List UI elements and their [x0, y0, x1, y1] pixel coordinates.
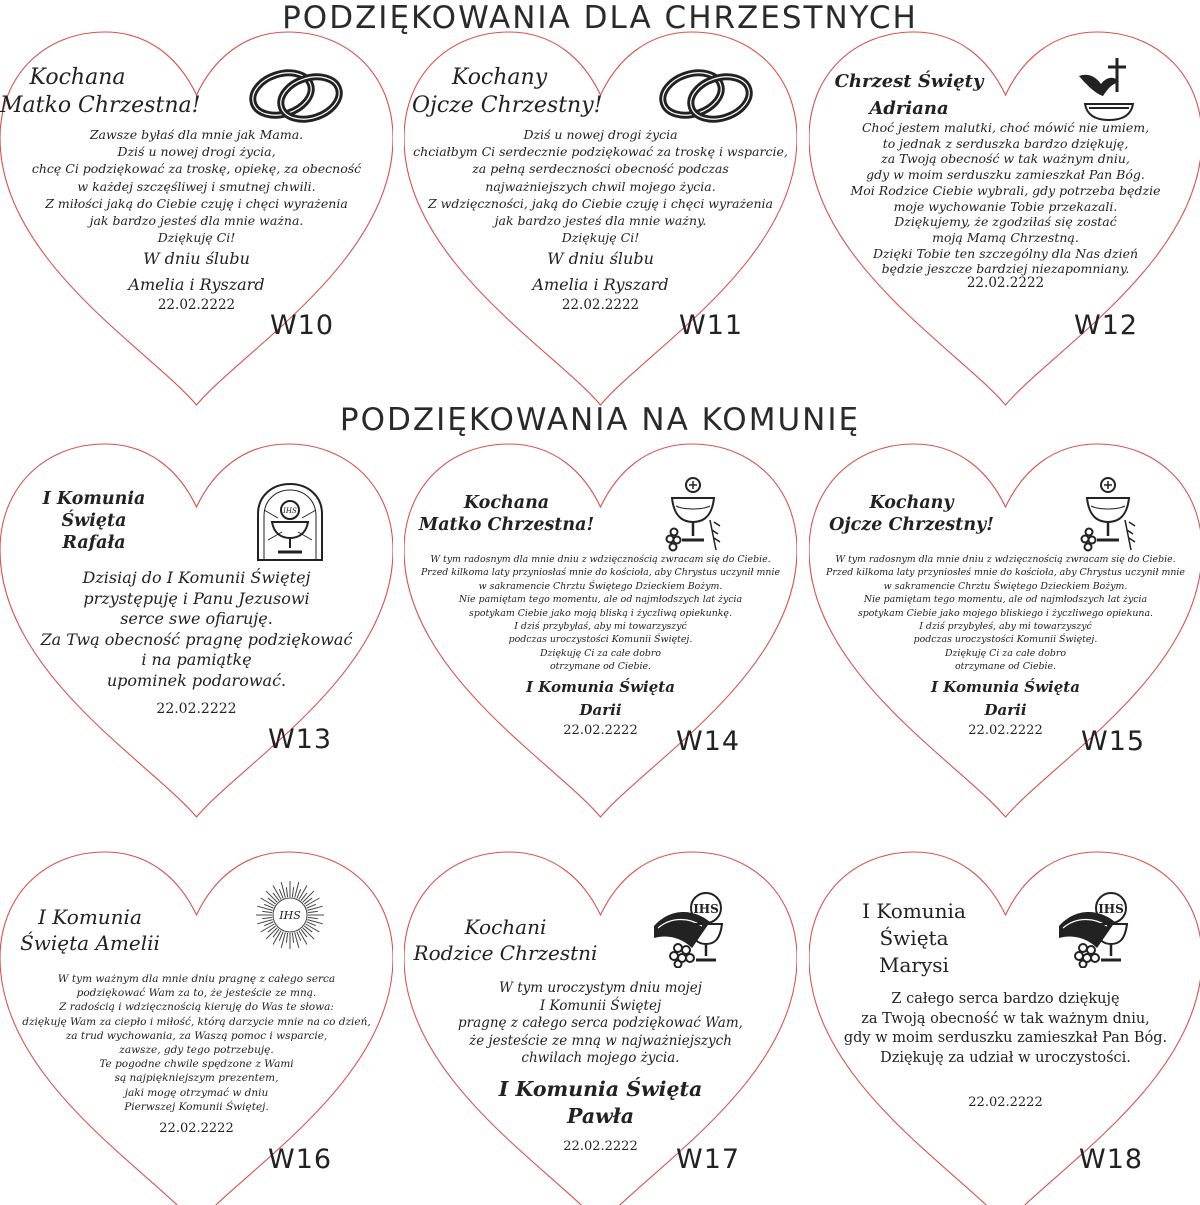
- card-message-line: gdy w moim serduszku zamieszkał Pan Bóg.: [843, 1030, 1168, 1047]
- card-message-line: Choć jestem malutki, choć mówić nie umiem,: [861, 120, 1150, 135]
- card-heading: [829, 68, 989, 122]
- card-message-line: otrzymane od Ciebie.: [549, 661, 652, 673]
- card-message-line: Dzisiaj do I Komunii Świętej: [82, 568, 311, 587]
- card-heading-line: Kochana: [29, 65, 126, 90]
- card-message-line: chwilach mojego życia.: [521, 1050, 680, 1066]
- card-heading-line: Święta Amelii: [20, 931, 160, 955]
- card-heading: [34, 488, 154, 554]
- card-message: [809, 990, 1200, 1069]
- card-message-line: spotykam Ciebie jako moją bliską i życzliwą opiekunkę.: [469, 607, 732, 619]
- card-message-line: Moi Rodzice Ciebie wybrali, gdy potrzeba będzie: [850, 182, 1161, 198]
- card-message-line: jaki mogę otrzymać w dniu: [124, 1086, 269, 1099]
- svg-text:IHS: IHS: [693, 902, 719, 916]
- card-message-line: I dziś przybyłaś, aby mi towarzyszyć: [514, 621, 687, 633]
- card-code: W10: [270, 310, 335, 341]
- card-message-line: W tym uroczystym dniu mojej: [499, 980, 702, 996]
- card-message-line: chciałbym Ci serdecznie podziękować za troskę i wsparcie,: [413, 144, 788, 160]
- card-date: 22.02.2222: [157, 297, 236, 313]
- card-date: 22.02.2222: [563, 723, 638, 738]
- card-message: [0, 972, 393, 1114]
- card-message-line: Z miłości jaką do Ciebie czuję i chęci wyrażenia: [45, 195, 348, 211]
- heart-card-w16: [0, 840, 393, 1205]
- heart-card-w14: [404, 432, 797, 825]
- chalice-host-window-icon: [252, 480, 328, 567]
- card-message-line: podczas uroczystości Komunii Świętej.: [913, 634, 1098, 646]
- card-message-line: podziękować Wam za to, że jesteście ze mną.: [76, 987, 317, 1000]
- card-code: W13: [268, 724, 333, 755]
- card-message-line: Nie pamiętam tego momentu, ale od najmłodszych lat życia: [863, 594, 1148, 606]
- card-heading-line: I Komunia: [38, 905, 142, 929]
- card-message-line: jak bardzo jesteś dla mnie ważna.: [89, 213, 304, 229]
- card-message: [404, 553, 797, 674]
- card-message-line: Zawsze byłaś dla mnie jak Mama.: [89, 127, 304, 142]
- card-message-line: Z całego serca bardzo dziękuję: [891, 991, 1120, 1007]
- card-code: W15: [1081, 726, 1146, 757]
- card-signature: [404, 676, 797, 722]
- card-code: W11: [679, 310, 744, 341]
- card-message-line: Dziękuję Ci za całe dobro: [945, 647, 1066, 659]
- card-date: 22.02.2222: [156, 701, 237, 717]
- card-message-line: I Komunii Świętej: [539, 997, 662, 1014]
- card-message-line: Dziękuję za udział w uroczystości.: [880, 1050, 1131, 1067]
- card-message-line: W tym ważnym dla mnie dniu pragnę z całego serca: [57, 973, 336, 985]
- card-heading-line: I Komunia: [862, 899, 966, 923]
- card-date: 22.02.2222: [159, 1121, 234, 1136]
- card-heading-line: Kochani: [464, 915, 547, 939]
- card-heading-line: Święta: [879, 926, 949, 950]
- card-message-line: za Twoją obecność w tak ważnym dniu,: [881, 151, 1130, 167]
- card-heading: [809, 492, 1014, 536]
- heart-card-w15: [809, 432, 1200, 825]
- card-signature-line: I Komunia Święta: [931, 678, 1080, 696]
- card-signature-line: Pawła: [567, 1104, 634, 1128]
- wedding-rings-icon: [247, 64, 347, 131]
- card-message: [0, 568, 393, 692]
- card-message-line: Za Twą obecność pragnę podziękować: [40, 629, 353, 649]
- card-message-line: otrzymane od Ciebie.: [954, 661, 1057, 673]
- card-message-line: Dziękuję Ci!: [157, 230, 236, 246]
- card-message-line: spotykam Ciebie jako mojego bliskiego i życzliwego opiekuna.: [857, 607, 1154, 619]
- card-message: [0, 126, 393, 246]
- svg-text:IHS: IHS: [279, 909, 301, 922]
- heart-card-w12: [809, 20, 1200, 413]
- card-message-line: jak bardzo jesteś dla mnie ważny.: [494, 213, 707, 229]
- card-message-line: Z wdzięczności, jaką do Ciebie czuję i chęci wyrażenia: [428, 195, 773, 211]
- card-heading-line: Matko Chrzestna!: [0, 93, 201, 118]
- card-message-line: Pierwszej Komunii Świętej.: [124, 1100, 269, 1113]
- card-signature: [0, 246, 393, 298]
- svg-text:IHS: IHS: [283, 507, 297, 515]
- card-signature-line: Amelia i Ryszard: [532, 275, 669, 294]
- card-date: 22.02.2222: [561, 297, 640, 313]
- card-heading-line: Marysi: [879, 953, 949, 977]
- card-signature-line: Darii: [579, 701, 622, 719]
- ihs-chalice-grapes-icon: [1057, 888, 1143, 973]
- heart-card-w11: [404, 20, 797, 413]
- heart-card-w10: [0, 20, 393, 413]
- card-signature-line: Amelia i Ryszard: [128, 275, 265, 294]
- card-message-line: Z radością i wdzięcznością kieruję do Was te słowa:: [59, 1001, 334, 1014]
- card-message-line: serce swe ofiaruję.: [120, 609, 273, 629]
- ihs-sunburst-icon: [255, 880, 325, 955]
- card-heading: [408, 914, 603, 966]
- card-heading: [15, 904, 165, 956]
- card-code: W17: [676, 1144, 741, 1175]
- svg-text:IHS: IHS: [1098, 902, 1124, 916]
- card-heading: [0, 64, 201, 120]
- card-message-line: moją Mamą Chrzestną.: [932, 229, 1079, 245]
- card-heading: [404, 492, 609, 536]
- card-message-line: W tym radosnym dla mnie dniu z wdzięcznością zwracam się do Ciebie.: [430, 554, 771, 565]
- card-message-line: Te pogodne chwile spędzone z Wami: [99, 1058, 294, 1071]
- card-message-line: przystępuję i Panu Jezusowi: [83, 588, 310, 608]
- card-signature-line: Darii: [984, 701, 1027, 719]
- card-date: 22.02.2222: [563, 1139, 638, 1154]
- card-heading-line: Kochany: [869, 493, 954, 513]
- card-message-line: w każdej szczęśliwej i smutnej chwili.: [77, 178, 316, 194]
- card-message: [809, 120, 1200, 277]
- card-heading-line: Matko Chrzestna!: [418, 515, 595, 535]
- card-date: 22.02.2222: [968, 1095, 1043, 1110]
- card-message-line: za trud wychowania, za Waszą pomoc i wsparcie,: [65, 1029, 328, 1042]
- chalice-grapes-wheat-icon: [662, 476, 724, 559]
- card-message-line: i na pamiątkę: [141, 650, 252, 670]
- card-message-line: w sakramencie Chrztu Świętego Dzieckiem Bożym.: [883, 580, 1128, 592]
- card-heading: [849, 898, 979, 979]
- card-heading-line: I Komunia: [42, 489, 146, 509]
- card-message-line: upominek podarować.: [106, 670, 287, 690]
- section-title-communion: PODZIĘKOWANIA NA KOMUNIĘ: [339, 402, 861, 438]
- ihs-chalice-grapes-icon: [652, 888, 738, 973]
- card-heading-line: Rafała: [62, 533, 126, 553]
- card-message-line: za Twoją obecność w tak ważnym dniu,: [861, 1010, 1150, 1027]
- card-message-line: będzie jeszcze bardziej niezapomniany.: [881, 261, 1130, 277]
- card-code: W16: [268, 1144, 333, 1175]
- section-title-godparents: PODZIĘKOWANIA DLA CHRZESTNYCH: [282, 0, 918, 36]
- card-message-line: Przed kilkoma laty przyniosłaś mnie do kościoła, aby Chrystus uczynił mnie: [421, 567, 780, 579]
- card-heading-line: Święta: [61, 511, 127, 531]
- card-message-line: to jednak z serduszka bardzo dziękuję,: [882, 135, 1129, 151]
- card-message-line: I dziś przybyłeś, aby mi towarzyszyć: [919, 621, 1092, 633]
- card-message-line: zawsze, gdy tego potrzebuję.: [119, 1044, 274, 1057]
- chalice-grapes-wheat-icon: [1077, 476, 1139, 559]
- card-signature-line: W dniu ślubu: [547, 249, 654, 268]
- card-message: [404, 980, 797, 1068]
- card-heading-line: Ojcze Chrzestny!: [412, 93, 603, 118]
- baptism-dove-cross-icon: [1075, 54, 1139, 127]
- card-message-line: gdy w moim serduszku zamieszkał Pan Bóg.: [866, 167, 1145, 183]
- card-message-line: moje wychowanie Tobie przekazali.: [893, 198, 1118, 214]
- card-heading-line: Chrzest Święty: [834, 71, 984, 92]
- card-code: W12: [1074, 310, 1139, 341]
- card-message-line: Dziękuję Ci za całe dobro: [540, 647, 661, 659]
- heart-card-w17: [404, 840, 797, 1205]
- card-message-line: pragnę z całego serca podziękować Wam,: [458, 1015, 743, 1031]
- wedding-rings-icon: [657, 64, 757, 131]
- card-heading-line: Kochana: [463, 493, 550, 513]
- heart-card-w13: [0, 432, 393, 825]
- card-heading-line: Kochany: [451, 65, 548, 90]
- card-date: 22.02.2222: [966, 275, 1045, 291]
- card-code: W14: [676, 726, 741, 757]
- card-signature: [404, 246, 797, 298]
- card-heading-line: Ojcze Chrzestny!: [829, 515, 994, 535]
- card-message-line: Dziś u nowej drogi życia,: [117, 144, 276, 160]
- card-message-line: są najpiękniejszym prezentem,: [114, 1072, 279, 1085]
- card-message: [404, 126, 797, 246]
- card-message-line: Przed kilkoma laty przyniosłeś mnie do kościoła, aby Chrystus uczynił mnie: [826, 567, 1185, 579]
- heart-card-w18: [809, 840, 1200, 1205]
- card-message-line: W tym radosnym dla mnie dniu z wdzięcznością zwracam się do Ciebie.: [835, 554, 1176, 565]
- card-heading: [412, 64, 603, 120]
- card-date: 22.02.2222: [968, 723, 1043, 738]
- card-heading-line: Adriana: [869, 98, 949, 119]
- card-code: W18: [1079, 1144, 1144, 1175]
- card-message-line: że jesteście ze mną w najważniejszych: [469, 1032, 732, 1049]
- card-message-line: najważniejszych chwil mojego życia.: [485, 178, 716, 194]
- card-signature-line: W dniu ślubu: [143, 249, 250, 268]
- card-message-line: Dziękujemy, że zgodziłaś się zostać: [894, 214, 1117, 230]
- card-signature-line: I Komunia Święta: [498, 1077, 703, 1101]
- card-message-line: za pełną serdeczności obecność podczas: [472, 161, 729, 177]
- card-message-line: w sakramencie Chrztu Świętego Dzieckiem Bożym.: [478, 580, 723, 592]
- card-signature-line: I Komunia Święta: [526, 678, 675, 696]
- card-message-line: chcę Ci podziękować za troskę, opiekę, za obecność: [31, 161, 362, 177]
- card-message-line: Dzięki Tobie ten szczególny dla Nas dzień: [872, 245, 1139, 261]
- card-message-line: Nie pamiętam tego momentu, ale od najmłodszych lat życia: [458, 594, 743, 606]
- card-message-line: podczas uroczystości Komunii Świętej.: [508, 634, 693, 646]
- card-message-line: Dziś u nowej drogi życia: [523, 127, 678, 142]
- card-signature: [404, 1076, 797, 1130]
- card-message-line: dziękuję Wam za ciepło i miłość, którą darzycie mnie na co dzień,: [22, 1015, 371, 1028]
- card-signature: [809, 676, 1200, 722]
- card-heading-line: Rodzice Chrzestni: [413, 941, 598, 965]
- card-message-line: Dziękuję Ci!: [561, 230, 640, 246]
- card-message: [809, 553, 1200, 674]
